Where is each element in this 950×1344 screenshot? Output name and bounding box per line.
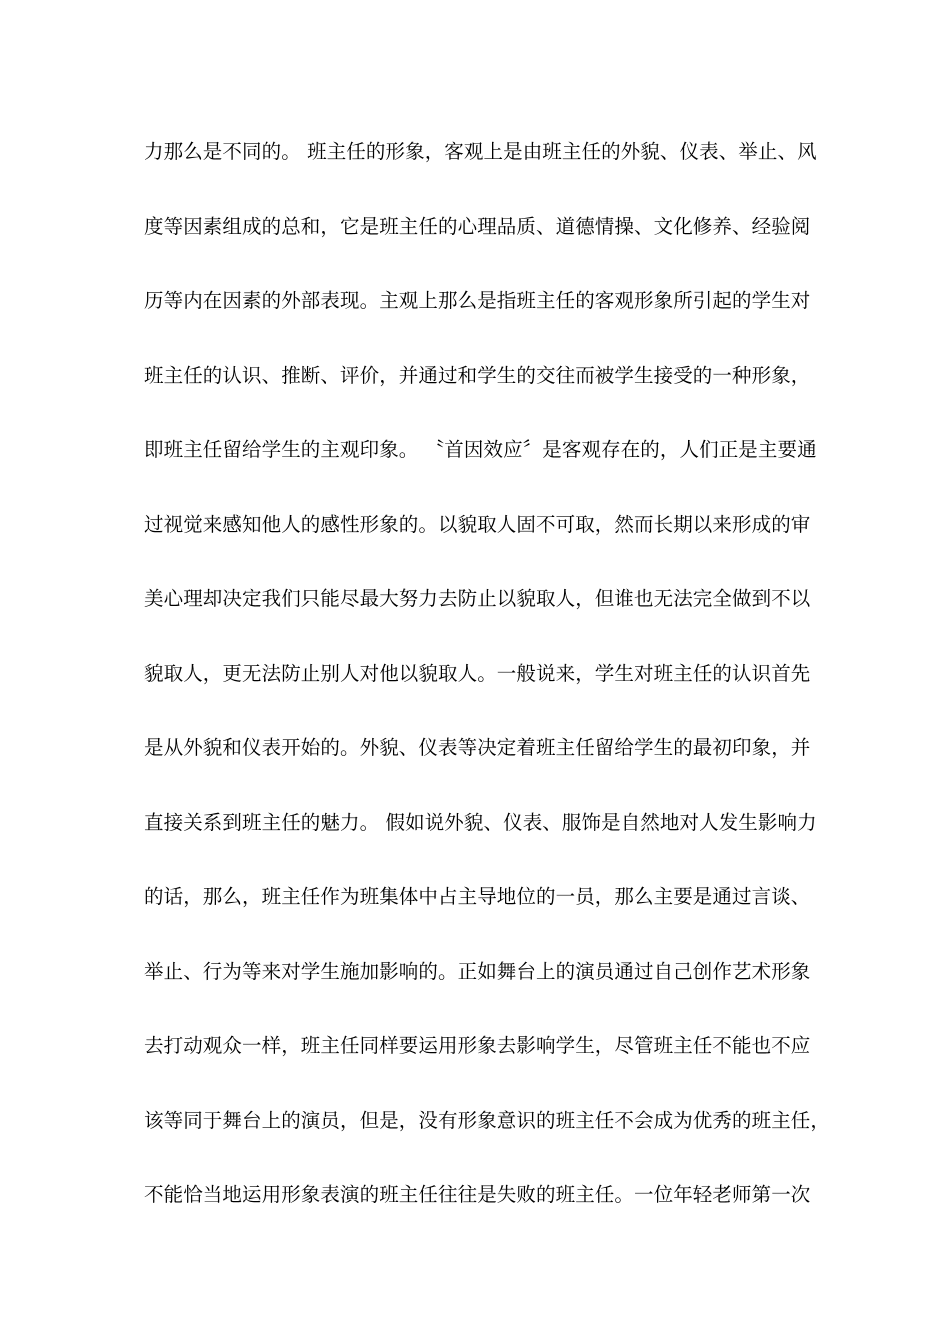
text-line: 是从外貌和仪表开始的。外貌、仪表等决定着班主任留给学生的最初印象，并: [144, 736, 811, 759]
text-line: 直接关系到班主任的魅力。 假如说外貌、仪表、服饰是自然地对人发生影响力: [144, 810, 817, 834]
text-line: 班主任的认识、推断、评价，并通过和学生的交往而被学生接受的一种形象，: [144, 363, 811, 387]
text-line: 不能恰当地运用形象表演的班主任往往是失败的班主任。一位年轻老师第一次: [144, 1183, 811, 1206]
text-line: 历等内在因素的外部表现。主观上那么是指班主任的客观形象所引起的学生对: [144, 289, 811, 312]
text-line: 举止、行为等来对学生施加影响的。正如舞台上的演员通过自己创作艺术形象: [144, 959, 811, 983]
text-line: 美心理却决定我们只能尽最大努力去防止以貌取人，但谁也无法完全做到不以: [144, 587, 811, 610]
text-line: 即班主任留给学生的主观印象。 〝首因效应〞是客观存在的，人们正是主要通: [144, 438, 817, 461]
text-line: 力那么是不同的。 班主任的形象，客观上是由班主任的外貌、仪表、举止、风: [144, 140, 817, 163]
text-line: 去打动观众一样，班主任同样要运用形象去影响学生，尽管班主任不能也不应: [144, 1034, 811, 1057]
text-line: 该等同于舞台上的演员，但是，没有形象意识的班主任不会成为优秀的班主任，: [144, 1108, 831, 1132]
text-line: 度等因素组成的总和，它是班主任的心理品质、道德情操、文化修养、经验阅: [144, 214, 811, 238]
body-text: [144, 133, 831, 1251]
text-line: 过视觉来感知他人的感性形象的。以貌取人固不可取，然而长期以来形成的审: [144, 512, 811, 536]
text-line: 的话，那么，班主任作为班集体中占主导地位的一员，那么主要是通过言谈、: [144, 885, 811, 908]
text-line: 貌取人，更无法防止别人对他以貌取人。一般说来，学生对班主任的认识首先: [144, 661, 811, 685]
